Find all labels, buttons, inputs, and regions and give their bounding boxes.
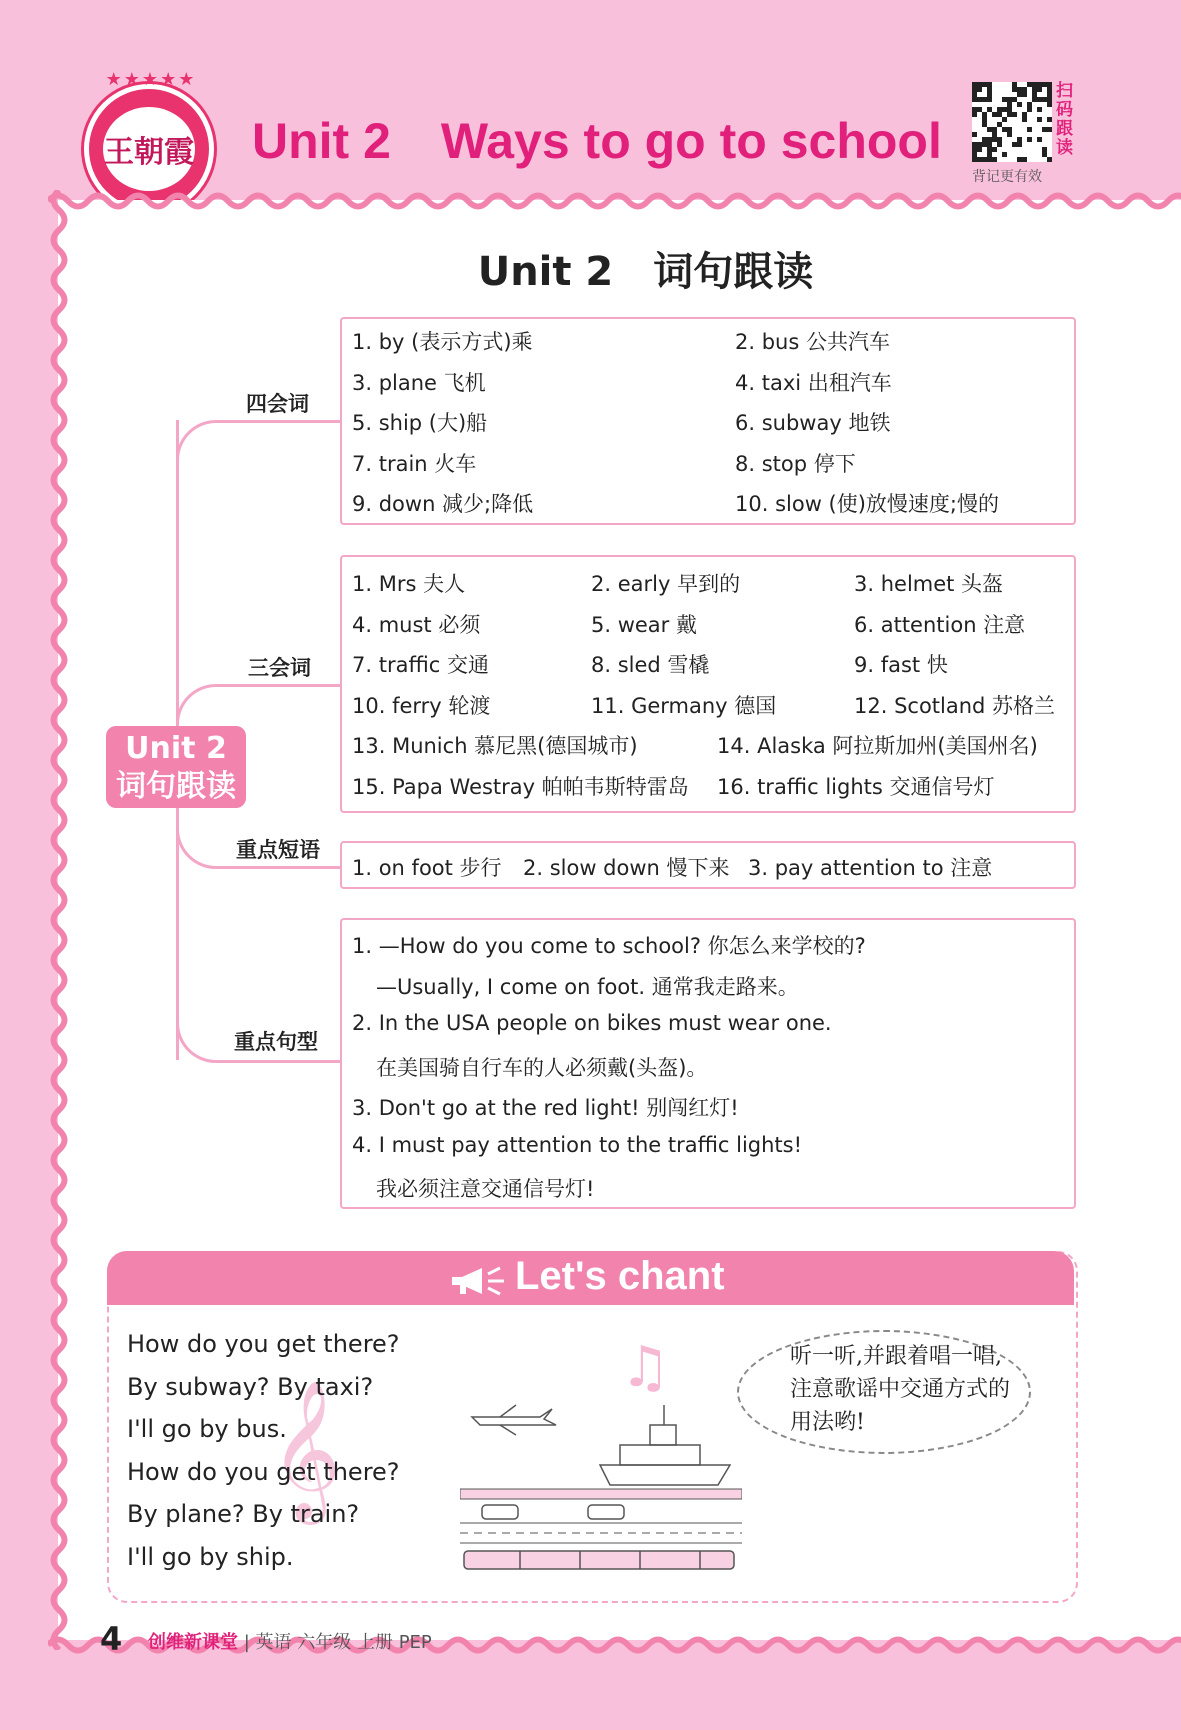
three-skill-word: 10. ferry 轮渡: [352, 693, 491, 718]
three-skill-word: 3. helmet 头盔: [854, 572, 1004, 596]
key-phrase: 1. on foot 步行: [352, 856, 502, 880]
qr-code-icon[interactable]: [972, 82, 1052, 162]
unit-title-text: Ways to go to school: [440, 113, 942, 169]
qr-module: [987, 97, 992, 102]
scan-note: 背记更有效: [972, 169, 1042, 185]
qr-module: [1027, 107, 1032, 112]
chant-line: By subway? By taxi?: [127, 1372, 374, 1401]
qr-module: [1047, 127, 1052, 132]
car-icon: [482, 1505, 624, 1519]
three-skill-word: 5. wear 戴: [591, 612, 697, 637]
logo-text: 王朝霞: [103, 107, 195, 191]
three-skill-word: 9. fast 快: [854, 653, 948, 677]
qr-module: [1022, 157, 1027, 162]
qr-module: [1027, 137, 1032, 142]
center-badge-line2: 词句跟读: [116, 769, 236, 804]
chant-line: By plane? By train?: [127, 1500, 360, 1528]
three-skill-word: 14. Alaska 阿拉斯加州(美国州名): [717, 734, 1038, 758]
scan-label: 扫码跟读: [1056, 81, 1073, 158]
three-skill-word: 4. must 必须: [352, 612, 481, 637]
wavy-border-left: [48, 190, 70, 1650]
qr-module: [1022, 117, 1027, 122]
megaphone-icon: [448, 1266, 506, 1296]
three-skill-word: 8. sled 雪橇: [591, 653, 710, 677]
qr-module: [977, 87, 982, 92]
three-skill-word: 1. Mrs 夫人: [352, 572, 466, 596]
key-sentence: 我必须注意交通信号灯!: [376, 1177, 595, 1201]
section-title: [0, 240, 1181, 297]
qr-module: [972, 132, 977, 137]
treble-clef-icon: 𝄞: [270, 1380, 341, 1519]
footer-details: 英语 六年级 上册 PEP: [255, 1632, 432, 1653]
speech-bubble-text: 听一听,并跟着唱一唱,注意歌谣中交通方式的用法哟!: [790, 1344, 1011, 1435]
four-skill-word: 9. down 减少;降低: [352, 492, 534, 516]
branch-sentences: 重点句型: [234, 1030, 318, 1054]
footer-info: [148, 1628, 432, 1654]
qr-module: [1037, 87, 1042, 92]
qr-module: [972, 112, 977, 117]
music-note-icon: ♫: [620, 1335, 671, 1400]
three-skill-word: 11. Germany 德国: [591, 693, 777, 718]
qr-module: [1022, 92, 1027, 97]
key-sentence: 4. I must pay attention to the traffic lights!: [352, 1132, 803, 1157]
three-skill-word: 6. attention 注意: [854, 612, 1026, 637]
chant-line: How do you get there?: [127, 1330, 400, 1358]
four-skill-word: 3. plane 飞机: [352, 370, 486, 395]
key-sentence: 2. In the USA people on bikes must wear one.: [352, 1011, 832, 1035]
footer-brand: 创维新课堂: [148, 1632, 238, 1653]
qr-module: [1017, 142, 1022, 147]
three-skill-word: 16. traffic lights 交通信号灯: [717, 774, 995, 799]
footer-separator: |: [243, 1632, 256, 1653]
chant-line: How do you get there?: [127, 1457, 400, 1486]
wavy-border-top: [48, 190, 1181, 212]
four-skill-word: 8. stop 停下: [735, 451, 856, 476]
qr-module: [1012, 112, 1017, 117]
ship-icon: [600, 1405, 730, 1485]
four-skill-word: 4. taxi 出租汽车: [735, 370, 892, 395]
airplane-icon: [472, 1405, 556, 1435]
section-unit: Unit 2: [477, 249, 614, 295]
transport-illustration: [460, 1395, 742, 1575]
branch-phrases: 重点短语: [236, 838, 320, 862]
four-skill-word: 5. ship (大)船: [352, 411, 488, 435]
unit-label: Unit 2: [252, 113, 391, 169]
qr-module: [1027, 127, 1032, 132]
qr-module: [977, 147, 982, 152]
qr-module: [992, 147, 997, 152]
qr-module: [1047, 157, 1052, 162]
three-skill-word: 7. traffic 交通: [352, 653, 489, 677]
key-sentence: 3. Don't go at the red light! 别闯红灯!: [352, 1096, 739, 1120]
four-skill-word: 6. subway 地铁: [735, 411, 891, 435]
chant-line: I'll go by ship.: [127, 1542, 294, 1571]
branch-three-skill: 三会词: [248, 656, 311, 680]
qr-module: [1002, 117, 1007, 122]
stars-icon: ★★★★★: [105, 69, 197, 90]
chant-title: Let's chant: [515, 1254, 725, 1298]
train-icon: [464, 1551, 734, 1569]
page-title: [252, 112, 942, 170]
qr-module: [1037, 137, 1042, 142]
key-sentence: —Usually, I come on foot. 通常我走路来。: [376, 974, 799, 999]
qr-module: [1002, 152, 1007, 157]
center-badge-line1: Unit 2: [125, 731, 227, 766]
branch-four-skill: 四会词: [246, 392, 309, 416]
qr-module: [1047, 117, 1052, 122]
section-title-text: 词句跟读: [653, 249, 814, 295]
three-skill-word: 12. Scotland 苏格兰: [854, 693, 1056, 718]
qr-module: [1007, 132, 1012, 137]
three-skill-word: 15. Papa Westray 帕帕韦斯特雷岛: [352, 774, 689, 799]
key-phrase: 2. slow down 慢下来: [523, 856, 730, 880]
branch-four-skill-line: [176, 420, 343, 463]
four-skill-word: 2. bus 公共汽车: [735, 330, 890, 354]
qr-module: [1037, 107, 1042, 112]
four-skill-word: 10. slow (使)放慢速度;慢的: [735, 492, 1000, 516]
key-phrase: 3. pay attention to 注意: [748, 856, 993, 880]
key-sentence: 在美国骑自行车的人必须戴(头盔)。: [376, 1055, 708, 1080]
qr-module: [1037, 117, 1042, 122]
qr-module: [992, 157, 997, 162]
qr-module: [1017, 102, 1022, 107]
key-sentence: 1. —How do you come to school? 你怎么来学校的?: [352, 934, 866, 958]
three-skill-word: 2. early 早到的: [591, 572, 741, 596]
four-skill-word: 1. by (表示方式)乘: [352, 330, 533, 354]
branch-three-skill-line: [176, 684, 343, 727]
page-number: 4: [100, 1620, 123, 1658]
three-skill-word: 13. Munich 慕尼黑(德国城市): [352, 734, 638, 758]
center-badge: [106, 726, 246, 808]
qr-module: [1047, 102, 1052, 107]
qr-module: [997, 142, 1002, 147]
four-skill-word: 7. train 火车: [352, 451, 477, 476]
chant-line: I'll go by bus.: [127, 1415, 287, 1443]
